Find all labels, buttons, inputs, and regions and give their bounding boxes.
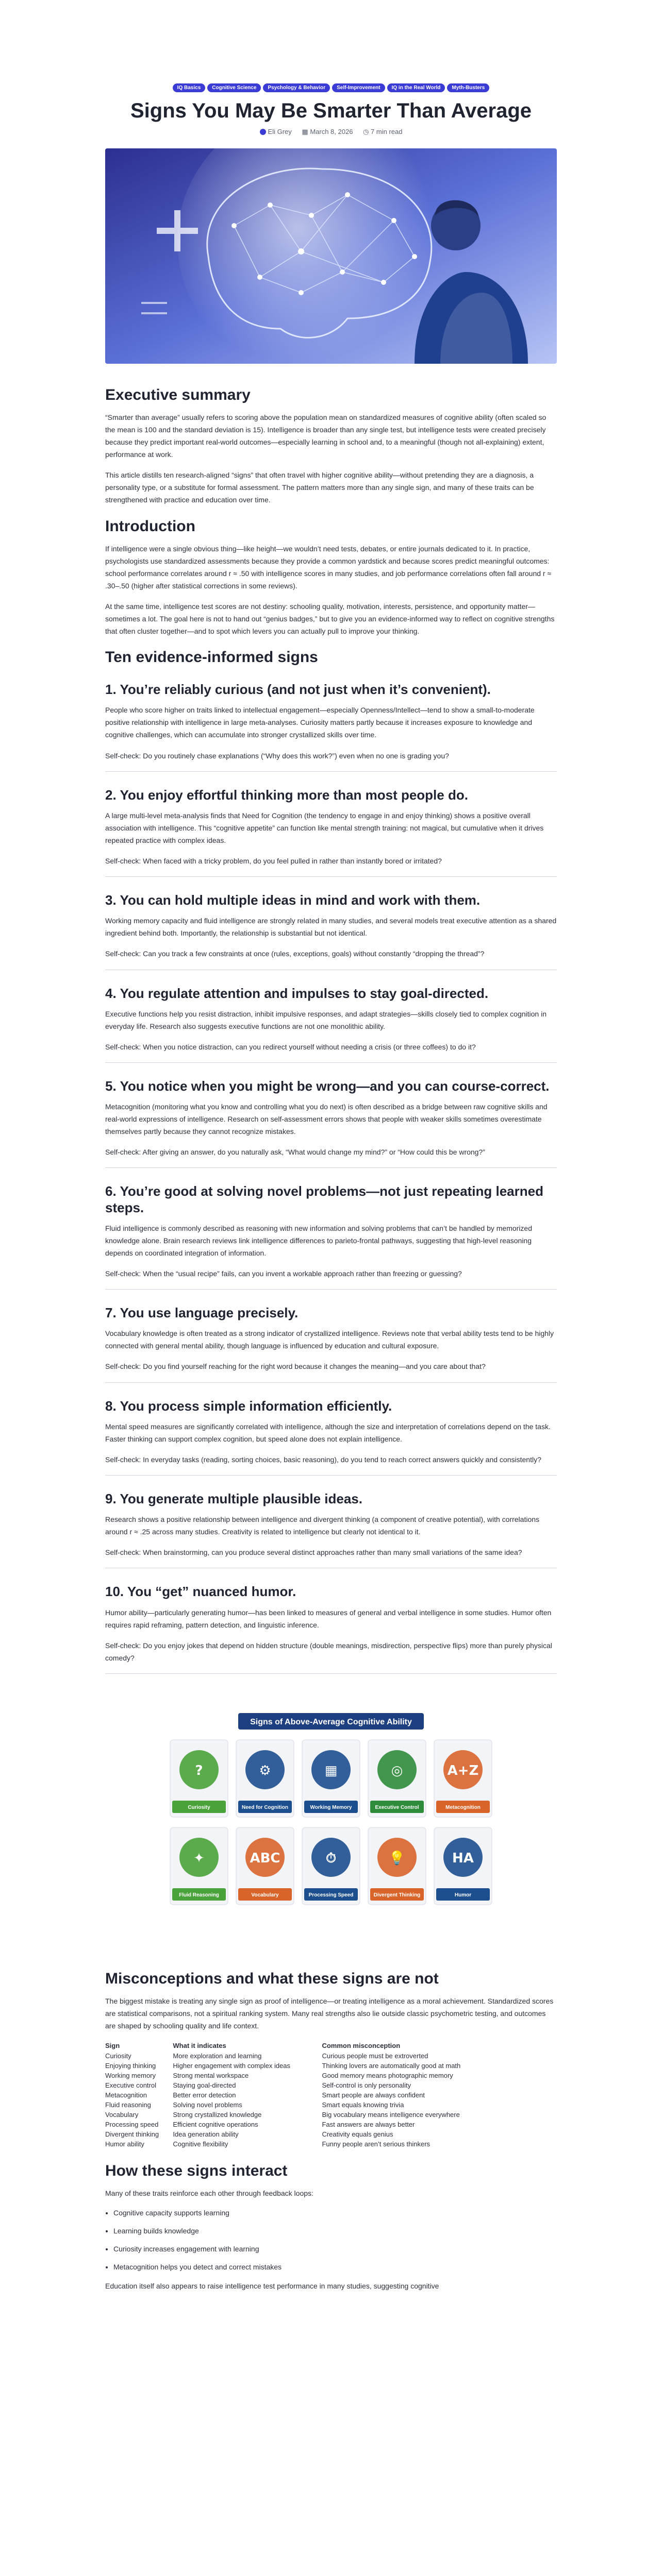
read-time-text: 7 min read (371, 128, 403, 135)
sign-body: Mental speed measures are significantly correlated with intelligence, although the size and interpretation of correlations depend on the task. Faster thinking can support complex cognition, but speed alone does not explain intelligence. (105, 1422, 551, 1443)
hero-illustration (105, 148, 557, 364)
table-cell: Solving novel problems (173, 2101, 242, 2109)
infographic-icon: ? (195, 1762, 203, 1778)
sign-title: 9. You generate multiple plausible ideas. (105, 1490, 362, 1506)
table-cell: Executive control (105, 2081, 156, 2090)
table-header: Sign (105, 2042, 120, 2050)
table-cell: More exploration and learning (173, 2052, 262, 2060)
table-row (105, 2080, 557, 2090)
table-cell: Big vocabulary means intelligence everywhere (322, 2111, 460, 2119)
sign-self-check: Self-check: When you notice distraction, can you redirect yourself without needing a crisis (or three coffees) to do it? (105, 1042, 476, 1051)
infographic-label: Need for Cognition (242, 1804, 288, 1810)
author[interactable] (260, 128, 292, 135)
divider (105, 1167, 557, 1168)
misconceptions-paragraph: The biggest mistake is treating any single sign as proof of intelligence—or treating intelligence as a moral achievement. Standardized scores are statistical comparisons, not a spiritual ranking system. Many real strengths also lie outside classic psychometric testing, and outcomes are shaped by schooling quality and life context. (105, 1996, 554, 2030)
sign-section (105, 986, 557, 1063)
infographic-label: Executive Control (375, 1804, 419, 1810)
intro-paragraph-2: At the same time, intelligence test scores are not destiny: schooling quality, motivation, interests, persistence, and opportunity matter—sometimes a lot. The goal here is not to hand out “genius badges,” but to give you an evidence-informed way to reflect on cognitive strengths that often cluster together—and to spot which levers you can actually pull to improve your thinking. (105, 602, 555, 636)
list-item: • Metacognition helps you detect and correct mistakes (113, 2262, 557, 2273)
table-row (105, 2139, 557, 2149)
infographic-icon: ◎ (391, 1762, 403, 1778)
infographic-icon: ABC (250, 1850, 280, 1866)
sign-self-check: Self-check: When the “usual recipe” fails, can you invent a workable approach rather than freezing or guessing? (105, 1269, 462, 1278)
table-cell: Thinking lovers are automatically good at math (322, 2062, 461, 2070)
tag-chip[interactable]: IQ Basics (173, 83, 206, 92)
tag-list (0, 0, 662, 92)
infographic-label: Curiosity (188, 1804, 210, 1810)
table-row (105, 2120, 557, 2129)
publish-date (302, 128, 353, 135)
table-cell: Funny people aren’t serious thinkers (322, 2140, 431, 2148)
sign-self-check: Self-check: After giving an answer, do you naturally ask, “What would change my mind?” or “How could this be wrong?” (105, 1148, 485, 1157)
sign-section (105, 1398, 557, 1476)
sign-body: People who score higher on traits linked to intellectual engagement—especially Openness/Intellect—tend to show a small-to-moderate positive relationship with intelligence in large meta-analyses. Curiosity matters partly because it increases exposure to knowledge and cognitive challenges, which can accumulate into stronger crystallized skills over time. (105, 706, 535, 739)
tag-chip[interactable]: IQ in the Real World (387, 83, 445, 92)
author-name: Eli Grey (268, 128, 292, 135)
article-title: Signs You May Be Smarter Than Average (130, 99, 532, 122)
sign-title: 3. You can hold multiple ideas in mind and work with them. (105, 892, 481, 908)
misconceptions-table (105, 2040, 557, 2149)
interact-heading: How these signs interact (105, 2162, 288, 2180)
table-cell: Divergent thinking (105, 2130, 159, 2139)
infographic-icon: ▦ (324, 1762, 338, 1778)
table-row (105, 2110, 557, 2120)
date-text: March 8, 2026 (310, 128, 353, 135)
divider (105, 771, 557, 772)
table-cell: Enjoying thinking (105, 2062, 156, 2070)
tag-chip[interactable]: Cognitive Science (207, 83, 261, 92)
list-item: • Learning builds knowledge (113, 2226, 557, 2236)
interact-list (105, 2208, 557, 2273)
table-cell: Strong crystallized knowledge (173, 2111, 262, 2119)
sign-title: 7. You use language precisely. (105, 1305, 299, 1321)
infographic-icon: ✦ (193, 1850, 205, 1866)
table-cell: Staying goal-directed (173, 2081, 236, 2090)
table-row (105, 2129, 557, 2139)
sign-title: 1. You’re reliably curious (and not just when it’s convenient). (105, 682, 491, 698)
table-cell: Self-control is only personality (322, 2081, 411, 2090)
list-item: • Cognitive capacity supports learning (113, 2208, 557, 2218)
infographic-label: Vocabulary (251, 1892, 279, 1898)
sign-body: Research shows a positive relationship between intelligence and divergent thinking (a component of creative potential), with correlations around r ≈ .25 across many studies. Creativity is related to intelligence but clearly not identical to it. (105, 1515, 540, 1536)
infographic-label: Divergent Thinking (373, 1892, 421, 1898)
divider (105, 1382, 557, 1383)
table-cell: Fast answers are always better (322, 2121, 415, 2129)
sign-title: 2. You enjoy effortful thinking more than most people do. (105, 787, 468, 803)
sign-self-check: Self-check: Do you find yourself reaching for the right word because it changes the meaning—and you care about that? (105, 1362, 486, 1371)
sign-body: Humor ability—particularly generating humor—has been linked to measures of general and verbal intelligence in some studies. Humor often requires rapid reframing, pattern detection, and linguistic inference. (105, 1608, 552, 1629)
table-cell: Smart people are always confident (322, 2091, 425, 2099)
table-cell: Cognitive flexibility (173, 2140, 228, 2148)
sign-section (105, 1584, 557, 1674)
intro-paragraph-1: If intelligence were a single obvious thing—like height—we wouldn’t need tests, debates, or entire journals dedicated to it. In practice, psychologists use standardized assessments because they provide a common yardstick and because scores predict meaningful outcomes: school performance correlates around r ≈ .50 with intelligence scores in many studies, and job performance correlations often fall around r ≈ .30–.50 (higher after statistical corrections in some reviews). (105, 544, 552, 590)
sign-section (105, 1183, 557, 1290)
sign-section (105, 1078, 557, 1168)
sign-title: 8. You process simple information efficiently. (105, 1398, 392, 1414)
table-cell: Fluid reasoning (105, 2101, 151, 2109)
table-header: What it indicates (173, 2042, 226, 2050)
sign-title: 6. You’re good at solving novel problems—not just repeating learned steps. (105, 1183, 543, 1215)
table-header: Common misconception (322, 2042, 401, 2050)
interact-paragraph-1: Many of these traits reinforce each other through feedback loops: (105, 2189, 313, 2198)
sign-title: 10. You “get” nuanced humor. (105, 1584, 296, 1600)
infographic-icon: A+Z (447, 1762, 479, 1778)
infographic-label: Metacognition (445, 1804, 481, 1810)
table-cell: Vocabulary (105, 2111, 139, 2119)
infographic-label: Working Memory (310, 1804, 352, 1810)
avatar (260, 129, 266, 135)
exec-paragraph-2: This article distills ten research-aligned “signs” that often travel with higher cognitive ability—without pretending they are a diagnosis, a personality type, or a substitute for formal assessment. The pattern matters more than any single sign, and many of these traits can be strengthened with practice and education over time. (105, 471, 534, 504)
table-cell: Better error detection (173, 2091, 236, 2099)
table-header-row (105, 2040, 557, 2051)
table-cell: Curiosity (105, 2052, 131, 2060)
sign-body: Fluid intelligence is commonly described as reasoning with new information and solving problems that can’t be handled by memorized knowledge alone. Brain research reviews link intelligence differences to parieto-frontal pathways, suggesting that high-level reasoning depends on coordinated integration of information. (105, 1224, 532, 1257)
table-cell: Processing speed (105, 2121, 159, 2129)
exec-paragraph-1: “Smarter than average” usually refers to scoring above the population mean on standardized measures of cognitive ability (often scaled so the mean is 100 and the standard deviation is 15). Intelligence is broader than any single test, but intelligence tests were created precisely because they predict important real-world outcomes—especially learning in school and, to a meaningful (though not all-explaining) extent, performance at work. (105, 413, 547, 459)
divider (105, 1289, 557, 1290)
clock-icon: ◷ (363, 128, 369, 135)
table-cell: Curious people must be extroverted (322, 2052, 428, 2060)
infographic-label: Processing Speed (308, 1892, 354, 1898)
read-time (363, 128, 402, 135)
sign-body: A large multi-level meta-analysis finds that Need for Cognition (the tendency to engage in and enjoy thinking) shows a positive overall association with intelligence. This “cognitive appetite” can function like mental strength training: not magical, but cumulative when it drives repeated practice with complex ideas. (105, 811, 544, 844)
infographic-graphic (140, 1708, 522, 1945)
table-row (105, 2071, 557, 2080)
tag-chip[interactable]: Psychology & Behavior (263, 83, 330, 92)
infographic-label: Fluid Reasoning (179, 1892, 219, 1898)
table-cell: Efficient cognitive operations (173, 2121, 258, 2129)
sign-body: Executive functions help you resist distraction, inhibit impulsive responses, and adapt strategies—skills closely tied to complex cognition in everyday life. Research also suggests executive functions are not one monolithic ability. (105, 1009, 547, 1030)
intro-heading: Introduction (105, 517, 195, 535)
sign-body: Working memory capacity and fluid intelligence are strongly related in many studies, and several models treat executive attention as a shared ingredient behind both. Importantly, the relationship is substantial but not identical. (105, 917, 557, 938)
tag-chip[interactable]: Self-Improvement (332, 83, 385, 92)
calendar-icon: ▦ (302, 128, 308, 135)
sign-section (105, 1305, 557, 1382)
sign-self-check: Self-check: When brainstorming, can you produce several distinct approaches rather than many small variations of the same idea? (105, 1548, 522, 1557)
infographic-icon: 💡 (388, 1850, 406, 1866)
sign-self-check: Self-check: Can you track a few constraints at once (rules, exceptions, goals) without constantly “dropping the thread”? (105, 950, 485, 958)
divider (105, 1475, 557, 1476)
table-cell: Working memory (105, 2072, 156, 2080)
signs-heading: Ten evidence-informed signs (105, 649, 318, 666)
article-meta (105, 128, 557, 136)
table-cell: Smart equals knowing trivia (322, 2101, 404, 2109)
sign-section (105, 892, 557, 970)
table-cell: Creativity equals genius (322, 2130, 393, 2139)
misconceptions-heading: Misconceptions and what these signs are not (105, 1970, 439, 1987)
sign-section (105, 787, 557, 877)
table-row (105, 2090, 557, 2100)
infographic-label: Humor (454, 1892, 472, 1898)
table-cell: Metacognition (105, 2091, 147, 2099)
infographic (140, 1708, 522, 1947)
exec-heading: Executive summary (105, 386, 251, 403)
infographic-icon: ⏱ (325, 1850, 337, 1866)
table-row (105, 2061, 557, 2071)
table-cell: Strong mental workspace (173, 2072, 249, 2080)
infographic-icon: ⚙ (259, 1762, 271, 1778)
table-cell: Good memory means photographic memory (322, 2072, 453, 2080)
interact-paragraph-2: Education itself also appears to raise intelligence test performance in many studies, suggesting cognitive (105, 2282, 439, 2291)
sign-self-check: Self-check: Do you routinely chase explanations (“Why does this work?”) even when no one is grading you? (105, 751, 449, 760)
infographic-title: Signs of Above-Average Cognitive Ability (250, 1717, 412, 1726)
sign-body: Vocabulary knowledge is often treated as a strong indicator of crystallized intelligence. Reviews note that verbal ability tests tend to be highly connected with general mental ability, though language is influenced by education and cultural exposure. (105, 1329, 554, 1350)
table-row (105, 2051, 557, 2061)
sign-title: 5. You notice when you might be wrong—and you can course-correct. (105, 1078, 550, 1094)
sign-section (105, 1491, 557, 1568)
table-cell: Humor ability (105, 2140, 144, 2148)
sign-body: Metacognition (monitoring what you know and controlling what you do next) is often described as a bridge between raw cognitive skills and real-world expressions of intelligence. Research on self-assessment errors shows that people with weaker skills sometimes overestimate themselves partly because they cannot recognize mistakes. (105, 1103, 548, 1136)
divider (105, 1673, 557, 1674)
divider (105, 876, 557, 877)
table-cell: Higher engagement with complex ideas (173, 2062, 291, 2070)
sign-self-check: Self-check: When faced with a tricky problem, do you feel pulled in rather than instantly bored or irritated? (105, 857, 442, 866)
table-row (105, 2100, 557, 2110)
divider (105, 1062, 557, 1063)
table-cell: Idea generation ability (173, 2130, 239, 2139)
sign-title: 4. You regulate attention and impulses to stay goal-directed. (105, 985, 489, 1001)
signs-list (105, 682, 557, 1674)
list-item: • Curiosity increases engagement with learning (113, 2244, 557, 2255)
hero-image (105, 148, 557, 364)
tag-chip[interactable]: Myth-Busters (447, 83, 489, 92)
infographic-icon: HA (452, 1850, 474, 1866)
sign-self-check: Self-check: In everyday tasks (reading, sorting choices, basic reasoning), do you tend to reach correct answers quickly and consistently? (105, 1455, 541, 1464)
sign-section (105, 682, 557, 772)
sign-self-check: Self-check: Do you enjoy jokes that depend on hidden structure (double meanings, misdirection, perspective flips) more than purely physical comedy? (105, 1641, 552, 1662)
